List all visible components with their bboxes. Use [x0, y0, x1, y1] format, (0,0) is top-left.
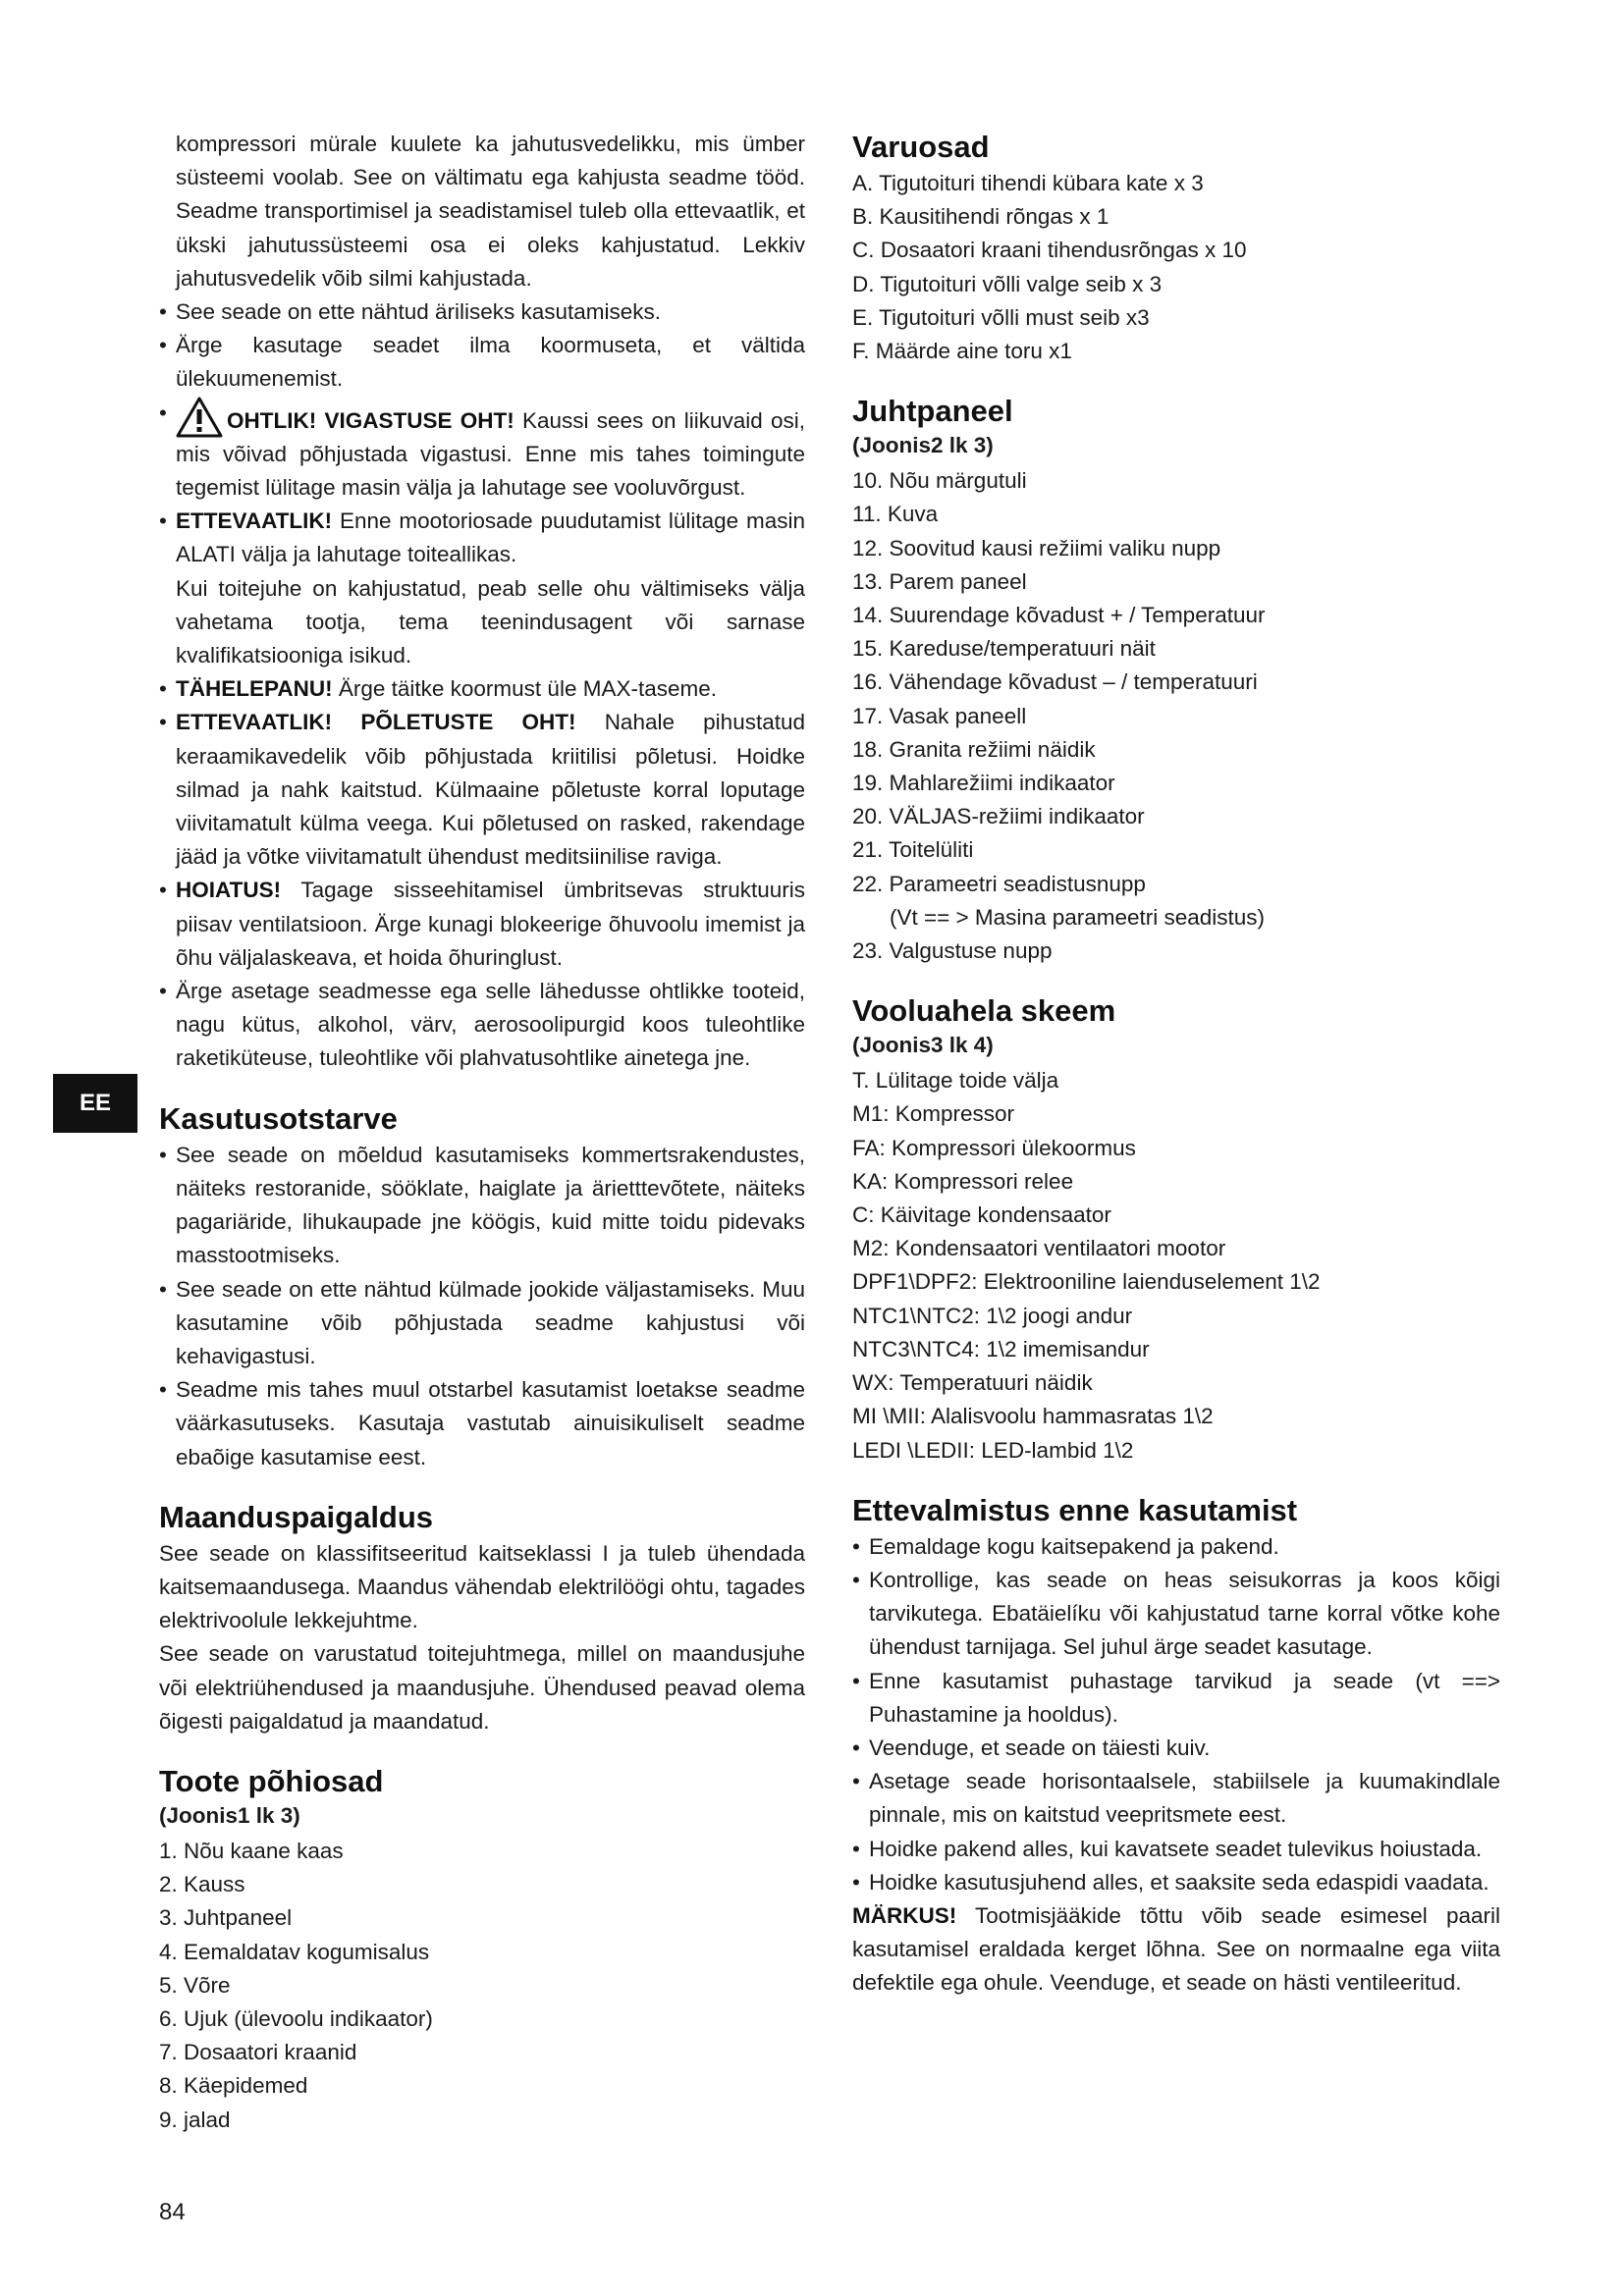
- preparation-bullet: • Asetage seade horisontaalsele, stabiilsele ja kuumakindlale pinnale, mis on kaitstud veepritsmete eest.: [852, 1765, 1500, 1832]
- burn-warning-text: Nahale pihustatud keraamikavedelik võib põhjustada kriitilisi põletusi. Hoidke silmad ja nahk kaitstud. Külmaaine põletuste korral loputage viivitamatult külma veega. Kui põletused on rasked, rakendage jääd ja võtke viivitamatult ühendust meditsiinilise raviga.: [176, 710, 805, 870]
- usage-bullet: • Seadme mis tahes muul otstarbel kasutamist loetakse seadme väärkasutuseks. Kasutaja vastutab ainuisikuliselt seadme ebaõige kasutamise eest.: [159, 1373, 805, 1474]
- preparation-heading: Ettevalmistus enne kasutamist: [852, 1492, 1298, 1527]
- list-item: E. Tigutoituri võlli must seib x3: [852, 304, 1150, 330]
- list-item: 11. Kuva: [852, 502, 939, 527]
- list-item: C. Dosaatori kraani tihendusrõngas x 10: [852, 238, 1247, 263]
- caution-extra: Kui toitejuhe on kahjustatud, peab selle ohu vältimiseks välja vahetama tootja, tema teenindusagent või sarnase kvalifikatsiooniga isikud.: [176, 575, 805, 668]
- bullet-overload: • Ärge kasutage seadet ilma koormuseta, et vältida ülekuumenemist.: [159, 329, 805, 396]
- notice-block: [159, 874, 805, 975]
- list-item: 8. Käepidemed: [159, 2073, 308, 2099]
- list-item: 6. Ujuk (ülevoolu indikaator): [159, 2005, 433, 2031]
- list-item: 3. Juhtpaneel: [159, 1905, 293, 1931]
- preparation-bullet: • Hoidke kasutusjuhend alles, et saaksite seda edaspidi vaadata.: [852, 1866, 1500, 1899]
- list-item: FA: Kompressori ülekoormus: [852, 1135, 1136, 1160]
- list-item: A. Tigutoituri tihendi kübara kate x 3: [852, 171, 1204, 195]
- preparation-bullet: • Hoidke pakend alles, kui kavatsete seadet tulevikus hoiustada.: [852, 1833, 1500, 1866]
- left-column: [159, 128, 805, 2137]
- caution-text: Enne mootoriosade puudutamist lülitage masin ALATI välja ja lahutage toiteallikas.: [176, 508, 805, 567]
- list-item: 1. Nõu kaane kaas: [159, 1838, 344, 1863]
- spare-parts-list: [852, 167, 1500, 368]
- bullet-flammable: • Ärge asetage seadmesse ega selle lähedusse ohtlikke tooteid, nagu kütus, alkohol, värv, aerosoolipurgid koos tuleohtlike raketiküteuse, tuleohtlike või plahvatusohtlike ainetega jne.: [159, 975, 805, 1076]
- preparation-bullet: • Veenduge, et seade on täiesti kuiv.: [852, 1732, 1500, 1765]
- usage-bullet: • See seade on ette nähtud külmade jookide väljastamiseks. Muu kasutamine võib põhjustada seadme kahjustusi või kehavigastusi.: [159, 1273, 805, 1374]
- note-paragraph: [852, 1899, 1500, 2001]
- control-panel-heading: Juhtpaneel: [852, 394, 1013, 429]
- grounding-paragraph: See seade on klassifitseeritud kaitseklassi I ja tuleb ühendada kaitsemaandusega. Maandus vähendab elektrilöögi ohtu, tagades elektrivoolule lekkejuhtme.: [159, 1540, 805, 1633]
- usage-bullet: • See seade on mõeldud kasutamiseks kommertsrakendustes, näiteks restoranide, sööklate, haiglate ja ärietttevõtete, näiteks pagariäride, lihukaupade jne köögis, kuid mitte toidu pidevaks masstootmiseks.: [159, 1139, 805, 1273]
- usage-heading: Kasutusotstarve: [159, 1100, 398, 1136]
- list-item: 15. Kareduse/temperatuuri näit: [852, 636, 1156, 662]
- list-item: M2: Kondensaatori ventilaatori mootor: [852, 1236, 1226, 1261]
- main-parts-heading: Toote põhiosad: [159, 1763, 384, 1798]
- list-item: B. Kausitihendi rõngas x 1: [852, 204, 1110, 230]
- circuit-legend-list: [852, 1064, 1500, 1467]
- intro-paragraph: kompressori mürale kuulete ka jahutusvedelikku, mis ümber süsteemi voolab. See on vältimatu ega kahjusta seadme tööd. Seadme transportimisel ja seadistamisel tuleb olla ettevaatlik, et ükski jahutussüsteemi osa ei oleks kahjustatud. Lekkiv jahutusvedelik võib silmi kahjustada.: [176, 132, 805, 291]
- caution-label: ETTEVAATLIK!: [176, 508, 333, 534]
- main-parts-list: [159, 1835, 805, 2137]
- language-tab-label: EE: [79, 1090, 111, 1116]
- list-item: MI \MII: Alalisvoolu hammasratas 1\2: [852, 1404, 1214, 1429]
- circuit-diagram-figure-ref: (Joonis3 lk 4): [852, 1033, 994, 1058]
- list-item: 19. Mahlarežiimi indikaator: [852, 771, 1115, 796]
- circuit-diagram-heading: Vooluahela skeem: [852, 993, 1116, 1029]
- list-item: 20. VÄLJAS-režiimi indikaator: [852, 804, 1145, 829]
- page-number: 84: [159, 2199, 186, 2225]
- caution-block: [159, 505, 805, 571]
- list-item: 16. Vähendage kõvadust – / temperatuuri: [852, 669, 1258, 695]
- attention-text: Ärge täitke koormust üle MAX-taseme.: [338, 676, 717, 702]
- list-item: D. Tigutoituri võlli valge seib x 3: [852, 271, 1163, 296]
- spare-parts-heading: Varuosad: [852, 130, 990, 164]
- list-item: F. Määrde aine toru x1: [852, 339, 1072, 364]
- preparation-bullet: • Enne kasutamist puhastage tarvikud ja seade (vt ==> Puhastamine ja hooldus).: [852, 1665, 1500, 1732]
- notice-text: Tagage sisseehitamisel ümbritsevas struktuuris piisav ventilatsioon. Ärge kunagi blokeerige õhuvoolu imemist ja õhu väljalaskeava, et hoida õhuringlust.: [176, 878, 805, 970]
- warning-injury: [159, 397, 805, 506]
- list-item: 21. Toitelüliti: [852, 837, 974, 863]
- list-item: NTC3\NTC4: 1\2 imemisandur: [852, 1336, 1150, 1362]
- notice-label: HOIATUS!: [176, 878, 282, 903]
- list-item: 2. Kauss: [159, 1872, 245, 1897]
- control-panel-list: [852, 464, 1500, 968]
- main-parts-figure-ref: (Joonis1 lk 3): [159, 1802, 300, 1828]
- grounding-heading: Maanduspaigaldus: [159, 1499, 434, 1534]
- list-item: WX: Temperatuuri näidik: [852, 1370, 1093, 1396]
- list-item: 7. Dosaatori kraanid: [159, 2040, 357, 2065]
- list-item: 18. Granita režiimi näidik: [852, 736, 1096, 762]
- list-item: 4. Eemaldatav kogumisalus: [159, 1939, 430, 1964]
- list-item: 23. Valgustuse nupp: [852, 938, 1053, 964]
- list-item: NTC1\NTC2: 1\2 joogi andur: [852, 1303, 1133, 1328]
- warning-injury-label: OHTLIK! VIGASTUSE OHT!: [227, 407, 514, 433]
- list-item: C: Käivitage kondensaator: [852, 1202, 1111, 1228]
- list-item: 22. Parameetri seadistusnupp: [852, 871, 1146, 896]
- list-item: 17. Vasak paneell: [852, 703, 1027, 728]
- list-item: 9. jalad: [159, 2107, 231, 2132]
- note-label: MÄRKUS!: [852, 1902, 957, 1928]
- attention-label: TÄHELEPANU!: [176, 676, 333, 702]
- burn-warning-block: [159, 706, 805, 874]
- preparation-bullet: • Kontrollige, kas seade on heas seisukorras ja koos kõigi tarvikutega. Ebatäielíku või kahjustatud tarne korral võtke kohe ühendust tarnijaga. Sel juhul ärge seadet kasutage.: [852, 1564, 1500, 1665]
- bullet-commercial: • See seade on ette nähtud äriliseks kasutamiseks.: [159, 295, 805, 329]
- language-tab: [53, 1074, 137, 1133]
- list-item: 13. Parem paneel: [852, 568, 1027, 594]
- list-item-subnote: (Vt == > Masina parameetri seadistus): [890, 904, 1266, 930]
- list-item: LEDI \LEDII: LED-lambid 1\2: [852, 1437, 1134, 1463]
- list-item: 14. Suurendage kõvadust + / Temperatuur: [852, 603, 1266, 628]
- grounding-paragraph: See seade on varustatud toitejuhtmega, millel on maandusjuhe või elektriühendused ja maandusjuhe. Ühendused peavad olema õigesti paigaldatud ja maandatud.: [159, 1641, 805, 1734]
- list-item: 12. Soovitud kausi režiimi valiku nupp: [852, 535, 1221, 561]
- attention-block: [159, 672, 805, 706]
- list-item: T. Lülitage toide välja: [852, 1068, 1059, 1094]
- list-item: KA: Kompressori relee: [852, 1168, 1074, 1194]
- preparation-bullet: • Eemaldage kogu kaitsepakend ja pakend.: [852, 1530, 1500, 1564]
- note-text: Tootmisjääkide tõttu võib seade esimesel paaril kasutamisel eraldada kerget lõhna. See on normaalne ega viita defektile ega ohule. Veenduge, et seade on hästi ventileeritud.: [852, 1902, 1500, 1996]
- right-column: [852, 128, 1500, 2001]
- burn-warning-label: ETTEVAATLIK! PÕLETUSTE OHT!: [176, 710, 576, 735]
- list-item: M1: Kompressor: [852, 1101, 1015, 1127]
- control-panel-figure-ref: (Joonis2 lk 3): [852, 433, 994, 458]
- list-item: 10. Nõu märgutuli: [852, 468, 1027, 494]
- warning-triangle-icon: [176, 397, 223, 438]
- warning-injury-text: Kaussi sees on liikuvaid osi, mis võivad põhjustada vigastusi. Enne mis tahes toimingute tegemist lülitage masin välja ja lahutage see vooluvõrgust.: [176, 407, 805, 501]
- list-item: 5. Võre: [159, 1972, 231, 1998]
- list-item: DPF1\DPF2: Elektrooniline laienduselement 1\2: [852, 1269, 1321, 1295]
